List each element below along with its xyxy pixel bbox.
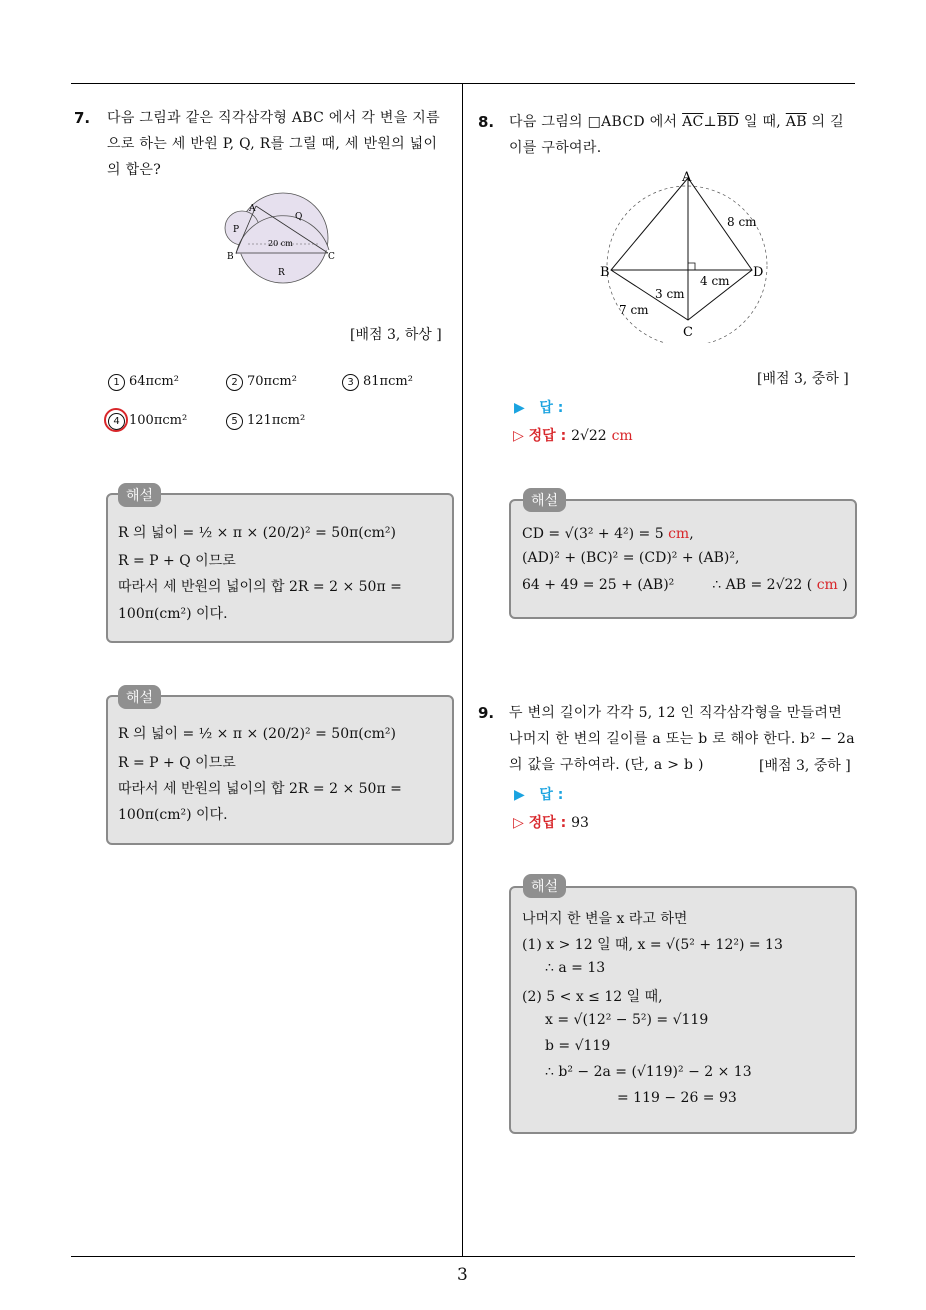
text: )	[842, 577, 848, 593]
text: CD = √(3² + 4²) = 5	[522, 526, 664, 542]
explanation-line: R = P + Q 이므로	[118, 755, 236, 771]
text: 의 길	[806, 114, 844, 130]
explanation-line: R 의 넓이 = ½ × π × (20/2)² = 50π(cm²)	[118, 525, 396, 541]
label-D: D	[753, 265, 764, 280]
question-number: 8.	[478, 113, 495, 131]
score-label: [배점 3, 중하 ]	[757, 371, 849, 387]
question-line: 의 합은?	[107, 162, 162, 178]
play-outline-icon: ▷	[513, 428, 524, 444]
dim-8cm: 8 cm	[727, 215, 757, 229]
choice-number: 2	[226, 374, 243, 391]
explanation-line: 100π(cm²) 이다.	[118, 606, 228, 622]
question-line: 다음 그림과 같은 직각삼각형 ABC 에서 각 변을 지름	[107, 110, 440, 126]
question-number: 9.	[478, 704, 495, 722]
unit: cm	[816, 577, 838, 593]
page-number: 3	[457, 1265, 468, 1285]
selected-answer-mark	[104, 408, 128, 432]
label-R: R	[278, 268, 285, 278]
explanation-line: R 의 넓이 = ½ × π × (20/2)² = 50π(cm²)	[118, 726, 396, 742]
explanation-line: (1) x > 12 일 때, x = √(5² + 12²) = 13	[522, 937, 783, 953]
explanation-line: (AD)² + (BC)² = (CD)² + (AB)²,	[522, 550, 740, 566]
correct-row	[513, 425, 633, 445]
perp-symbol: ⊥	[703, 114, 717, 130]
explanation-tag: 해설	[118, 483, 161, 507]
question-text	[107, 105, 457, 183]
choice-2[interactable]	[226, 374, 297, 391]
correct-value: 2√22	[571, 428, 607, 444]
text: 일 때,	[739, 114, 786, 130]
score-label: [배점 3, 하상 ]	[350, 327, 442, 343]
text: 64 + 49 = 25 + (AB)²	[522, 577, 675, 593]
question-line: 으로 하는 세 반원 P, Q, R를 그릴 때, 세 반원의 넓이	[107, 136, 438, 152]
segment-ac: $\overline{AC}$	[682, 114, 704, 130]
explanation-line: 100π(cm²) 이다.	[118, 807, 228, 823]
explanation-line: 따라서 세 반원의 넓이의 합 2R = 2 × 50π =	[118, 781, 402, 797]
question-text	[509, 109, 859, 161]
choice-number: 4	[108, 413, 125, 430]
label-C: C	[683, 325, 693, 340]
choice-1[interactable]	[108, 374, 179, 391]
dim-3cm: 3 cm	[655, 287, 685, 301]
segment-ab: $\overline{AB}$	[785, 114, 807, 130]
label-A: A	[249, 204, 256, 214]
question-line: 두 변의 길이가 각각 5, 12 인 직각삼각형을 만들려면	[509, 705, 843, 721]
label-B: B	[227, 252, 234, 262]
explanation-line: (2) 5 < x ≤ 12 일 때,	[522, 989, 663, 1005]
play-icon: ▶	[514, 787, 525, 803]
choice-number: 3	[342, 374, 359, 391]
explanation-line: 따라서 세 반원의 넓이의 합 2R = 2 × 50π =	[118, 579, 402, 595]
answer-row	[514, 784, 563, 804]
explanation-tag: 해설	[523, 488, 566, 512]
column-divider	[462, 83, 463, 1257]
choice-text: 121πcm²	[247, 413, 306, 428]
dim-7cm: 7 cm	[619, 303, 649, 317]
explanation-line: ∴ a = 13	[545, 960, 606, 976]
label-B: B	[600, 265, 610, 280]
play-outline-icon: ▷	[513, 815, 524, 831]
explanation-line	[522, 577, 848, 593]
choice-3[interactable]	[342, 374, 413, 391]
top-rule	[71, 83, 855, 84]
correct-row	[513, 812, 589, 832]
explanation-line: x = √(12² − 5²) = √119	[545, 1012, 709, 1028]
play-icon: ▶	[514, 400, 525, 416]
quadrilateral-figure	[595, 168, 775, 343]
explanation-tag: 해설	[523, 874, 566, 898]
explanation-line: ∴ b² − 2a = (√119)² − 2 × 13	[545, 1064, 752, 1080]
question-number: 7.	[74, 109, 91, 127]
choice-number: 5	[226, 413, 243, 430]
choice-text: 100πcm²	[129, 413, 188, 428]
choice-text: 64πcm²	[129, 374, 179, 389]
explanation-tag: 해설	[118, 685, 161, 709]
question-line: 나머지 한 변의 길이를 a 또는 b 로 해야 한다. b² − 2a	[509, 731, 855, 747]
choice-text: 70πcm²	[247, 374, 297, 389]
choice-5[interactable]	[226, 413, 305, 430]
choice-number: 1	[108, 374, 125, 391]
unit: cm	[668, 526, 690, 542]
correct-label: 정답 :	[528, 815, 567, 831]
explanation-line: = 119 − 26 = 93	[617, 1090, 737, 1106]
label-A: A	[682, 170, 692, 185]
label-P: P	[233, 225, 240, 235]
explanation-line: b = √119	[545, 1038, 611, 1054]
text: 다음 그림의 □ABCD 에서	[509, 114, 683, 130]
answer-row	[514, 397, 563, 417]
text: ∴ AB = 2√22 (	[712, 577, 813, 593]
answer-label: 답 :	[539, 400, 564, 416]
correct-label: 정답 :	[528, 428, 567, 444]
correct-value: 93	[571, 815, 589, 831]
question-line	[509, 109, 859, 135]
label-C: C	[328, 252, 335, 262]
segment-bd: $\overline{BD}$	[717, 114, 740, 130]
label-dim: 20 cm	[268, 239, 293, 248]
explanation-line: R = P + Q 이므로	[118, 553, 236, 569]
score-label: [배점 3, 중하 ]	[759, 758, 851, 774]
explanation-line: 나머지 한 변을 x 라고 하면	[522, 911, 688, 927]
question-line: 의 값을 구하여라. (단, a > b )	[509, 757, 704, 773]
question-line: 이를 구하여라.	[509, 140, 602, 156]
label-Q: Q	[295, 212, 303, 222]
explanation-line: CD = √(3² + 4²) = 5 cm,	[522, 526, 694, 542]
semicircles-figure	[218, 192, 338, 302]
choice-text: 81πcm²	[363, 374, 413, 389]
answer-label: 답 :	[539, 787, 564, 803]
correct-unit: cm	[611, 428, 633, 444]
dim-4cm: 4 cm	[700, 274, 730, 288]
bottom-rule	[71, 1256, 855, 1257]
